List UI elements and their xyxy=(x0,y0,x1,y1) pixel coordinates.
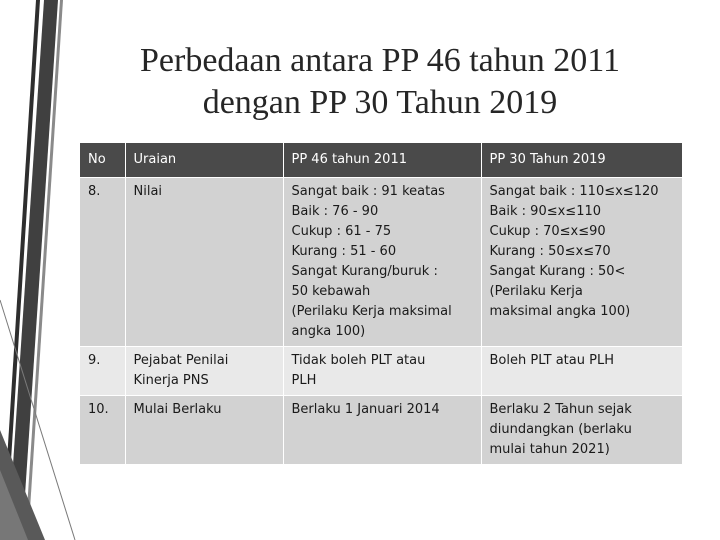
cell-line: Cukup : 70≤x≤90 xyxy=(489,224,606,239)
header-uraian: Uraian xyxy=(125,143,283,178)
cell-pp46 xyxy=(283,178,481,347)
cell-line: Kurang : 50≤x≤70 xyxy=(489,244,611,259)
comparison-table xyxy=(80,143,682,464)
cell-line: Berlaku 1 Januari 2014 xyxy=(291,402,440,417)
cell-no: 9. xyxy=(80,347,125,396)
table-header-row xyxy=(80,143,682,178)
cell-line: Sangat baik : 91 keatas xyxy=(291,184,445,199)
left-decoration xyxy=(0,0,80,540)
cell-line: (Perilaku Kerja xyxy=(489,284,583,299)
cell-line: (Perilaku Kerja maksimal xyxy=(291,304,452,319)
table-row xyxy=(80,347,682,396)
title-line-2: dengan PP 30 Tahun 2019 xyxy=(202,84,558,121)
cell-line: PLH xyxy=(291,373,317,388)
header-pp46: PP 46 tahun 2011 xyxy=(283,143,481,178)
header-pp30: PP 30 Tahun 2019 xyxy=(481,143,682,178)
cell-line: Baik : 90≤x≤110 xyxy=(489,204,602,219)
cell-line: Tidak boleh PLT atau xyxy=(291,353,426,368)
cell-line: Berlaku 2 Tahun sejak xyxy=(489,402,632,417)
table-row xyxy=(80,178,682,347)
cell-line: Cukup : 61 - 75 xyxy=(291,224,392,239)
title-line-1: Perbedaan antara PP 46 tahun 2011 xyxy=(140,42,620,79)
cell-line: mulai tahun 2021) xyxy=(489,442,610,457)
cell-line: Sangat baik : 110≤x≤120 xyxy=(489,184,659,199)
cell-line: Sangat Kurang : 50< xyxy=(489,264,626,279)
cell-pp46 xyxy=(283,396,481,465)
cell-line: Kurang : 51 - 60 xyxy=(291,244,397,259)
cell-line: Nilai xyxy=(133,184,163,199)
cell-line: angka 100) xyxy=(291,324,366,339)
cell-uraian xyxy=(125,396,283,465)
cell-line: Boleh PLT atau PLH xyxy=(489,353,614,368)
table-row xyxy=(80,396,682,465)
header-no: No xyxy=(80,143,125,178)
cell-line: maksimal angka 100) xyxy=(489,304,631,319)
cell-uraian xyxy=(125,178,283,347)
cell-line: Sangat Kurang/buruk : xyxy=(291,264,438,279)
page-title xyxy=(100,40,660,124)
cell-line: Mulai Berlaku xyxy=(133,402,222,417)
cell-uraian xyxy=(125,347,283,396)
cell-pp30 xyxy=(481,347,682,396)
cell-line: diundangkan (berlaku xyxy=(489,422,632,437)
cell-line: Pejabat Penilai xyxy=(133,353,229,368)
cell-no: 8. xyxy=(80,178,125,347)
cell-no: 10. xyxy=(80,396,125,465)
cell-pp30 xyxy=(481,178,682,347)
cell-line: 50 kebawah xyxy=(291,284,371,299)
cell-pp46 xyxy=(283,347,481,396)
cell-line: Baik : 76 - 90 xyxy=(291,204,379,219)
cell-line: Kinerja PNS xyxy=(133,373,209,388)
cell-pp30 xyxy=(481,396,682,465)
